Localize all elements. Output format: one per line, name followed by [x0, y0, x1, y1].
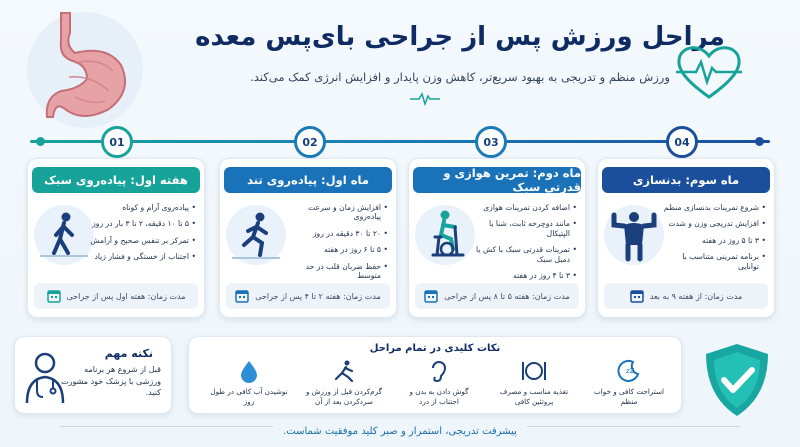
- stationary-bike-icon: [415, 205, 475, 265]
- shield-check-icon: [700, 340, 774, 420]
- calendar-icon: [630, 289, 644, 303]
- list-item: • اجتناب از خستگی و فشار زیاد: [90, 252, 196, 261]
- list-item: • تمرکز بر تنفس صحیح و آرامش: [90, 236, 196, 245]
- step-card-4: [597, 158, 775, 318]
- list-item: • افزایش زمان و سرعت پیاده‌روی: [282, 203, 388, 222]
- tip-item: نوشیدن آب کافی در طول روز: [209, 359, 289, 406]
- list-item: • حفظ ضربان قلب در حد متوسط: [282, 262, 388, 281]
- list-item: • ۳ تا ۴ روز در هفته: [471, 271, 577, 280]
- step-card-3: [408, 158, 586, 318]
- tip-item: گرم‌کردن قبل از ورزش و سردکردن بعد از آن: [304, 359, 384, 406]
- step-number-3: 03: [475, 126, 507, 158]
- step-number-4: 04: [666, 126, 698, 158]
- note-title: نکته مهم: [104, 347, 153, 360]
- flexing-person-icon: [604, 205, 664, 265]
- heartbeat-line-icon: [410, 92, 440, 106]
- step-number-2: 02: [294, 126, 326, 158]
- calendar-icon: [47, 289, 61, 303]
- sleep-icon: [617, 359, 641, 383]
- step-duration-3: [415, 283, 579, 309]
- tip-item: گوش دادن به بدن و اجتناب از درد: [399, 359, 479, 406]
- calendar-icon: [235, 289, 249, 303]
- step-card-2: [219, 158, 397, 318]
- list-item: • ۲۰ تا ۳۰ دقیقه در روز: [282, 229, 388, 238]
- step-items-2: [282, 203, 388, 288]
- running-person-icon: [226, 205, 286, 265]
- list-item: • افزایش تدریجی وزن و شدت: [660, 219, 766, 228]
- heart-pulse-icon: [674, 42, 744, 102]
- key-tips: [188, 336, 682, 414]
- water-drop-icon: [237, 359, 261, 383]
- list-item: • شروع تمرینات بدنسازی منظم: [660, 203, 766, 212]
- step-title-1: هفته اول: پیاده‌روی سبک: [32, 167, 200, 193]
- step-duration-1: [34, 283, 198, 309]
- stretching-icon: [332, 359, 356, 383]
- step-title-4: ماه سوم: بدنسازی: [602, 167, 770, 193]
- page-subtitle: ورزش منظم و تدریجی به بهبود سریع‌تر، کاهش وزن پایدار و افزایش انرژی کمک می‌کند.: [250, 70, 670, 84]
- important-note: [14, 336, 172, 414]
- step-duration-2: [226, 283, 390, 309]
- tip-item: zZ استراحت کافی و خواب منظم: [589, 359, 669, 406]
- footer-text: پیشرفت تدریجی، استمرار و صبر کلید موفقیت شماست.: [0, 426, 800, 437]
- step-title-3: ماه دوم: تمرین هوازی و قدرتی سبک: [413, 167, 581, 193]
- walking-person-icon: [34, 205, 94, 265]
- step-number-1: 01: [101, 126, 133, 158]
- duration-text: مدت زمان: هفته اول پس از جراحی: [66, 291, 186, 301]
- list-item: • برنامه تمرینی متناسب با توانایی: [660, 252, 766, 271]
- stomach-icon: [25, 5, 145, 135]
- duration-text: مدت زمان: از هفته ۹ به بعد: [649, 291, 743, 301]
- timeline-dot: [755, 137, 764, 146]
- plate-icon: [520, 359, 548, 383]
- step-duration-4: [604, 283, 768, 309]
- step-title-2: ماه اول: پیاده‌روی تند: [224, 167, 392, 193]
- list-item: • ۵ تا ۶ روز در هفته: [282, 245, 388, 254]
- ear-icon: [427, 359, 451, 383]
- step-items-1: [90, 203, 196, 269]
- duration-text: مدت زمان: هفته ۲ تا ۴ پس از جراحی: [255, 291, 381, 301]
- duration-text: مدت زمان: هفته ۵ تا ۸ پس از جراحی: [444, 291, 570, 301]
- tips-title: نکات کلیدی در تمام مراحل: [369, 343, 501, 354]
- step-items-3: [471, 203, 577, 288]
- note-text: قبل از شروع هر برنامه ورزشی با پزشک خود مشورت کنید.: [61, 365, 161, 398]
- list-item: • مانند دوچرخه ثابت، شنا یا الپتیکال: [471, 219, 577, 238]
- list-item: • تمرینات قدرتی سبک با کش یا دمبل سبک: [471, 245, 577, 264]
- step-items-4: [660, 203, 766, 278]
- step-card-1: [27, 158, 205, 318]
- svg-text:zZ: zZ: [626, 367, 635, 375]
- list-item: • ۳ تا ۵ روز در هفته: [660, 236, 766, 245]
- list-item: • اضافه کردن تمرینات هوازی: [471, 203, 577, 212]
- tip-item: تغذیه مناسب و مصرف پروتئین کافی: [494, 359, 574, 406]
- calendar-icon: [424, 289, 438, 303]
- list-item: • ۵ تا ۱۰ دقیقه، ۲ تا ۳ بار در روز: [90, 219, 196, 228]
- timeline-dot: [36, 137, 45, 146]
- list-item: • پیاده‌روی آرام و کوتاه: [90, 203, 196, 212]
- page-title: مراحل ورزش پس از جراحی بای‌پس معده: [195, 22, 725, 52]
- timeline-line: [30, 140, 770, 143]
